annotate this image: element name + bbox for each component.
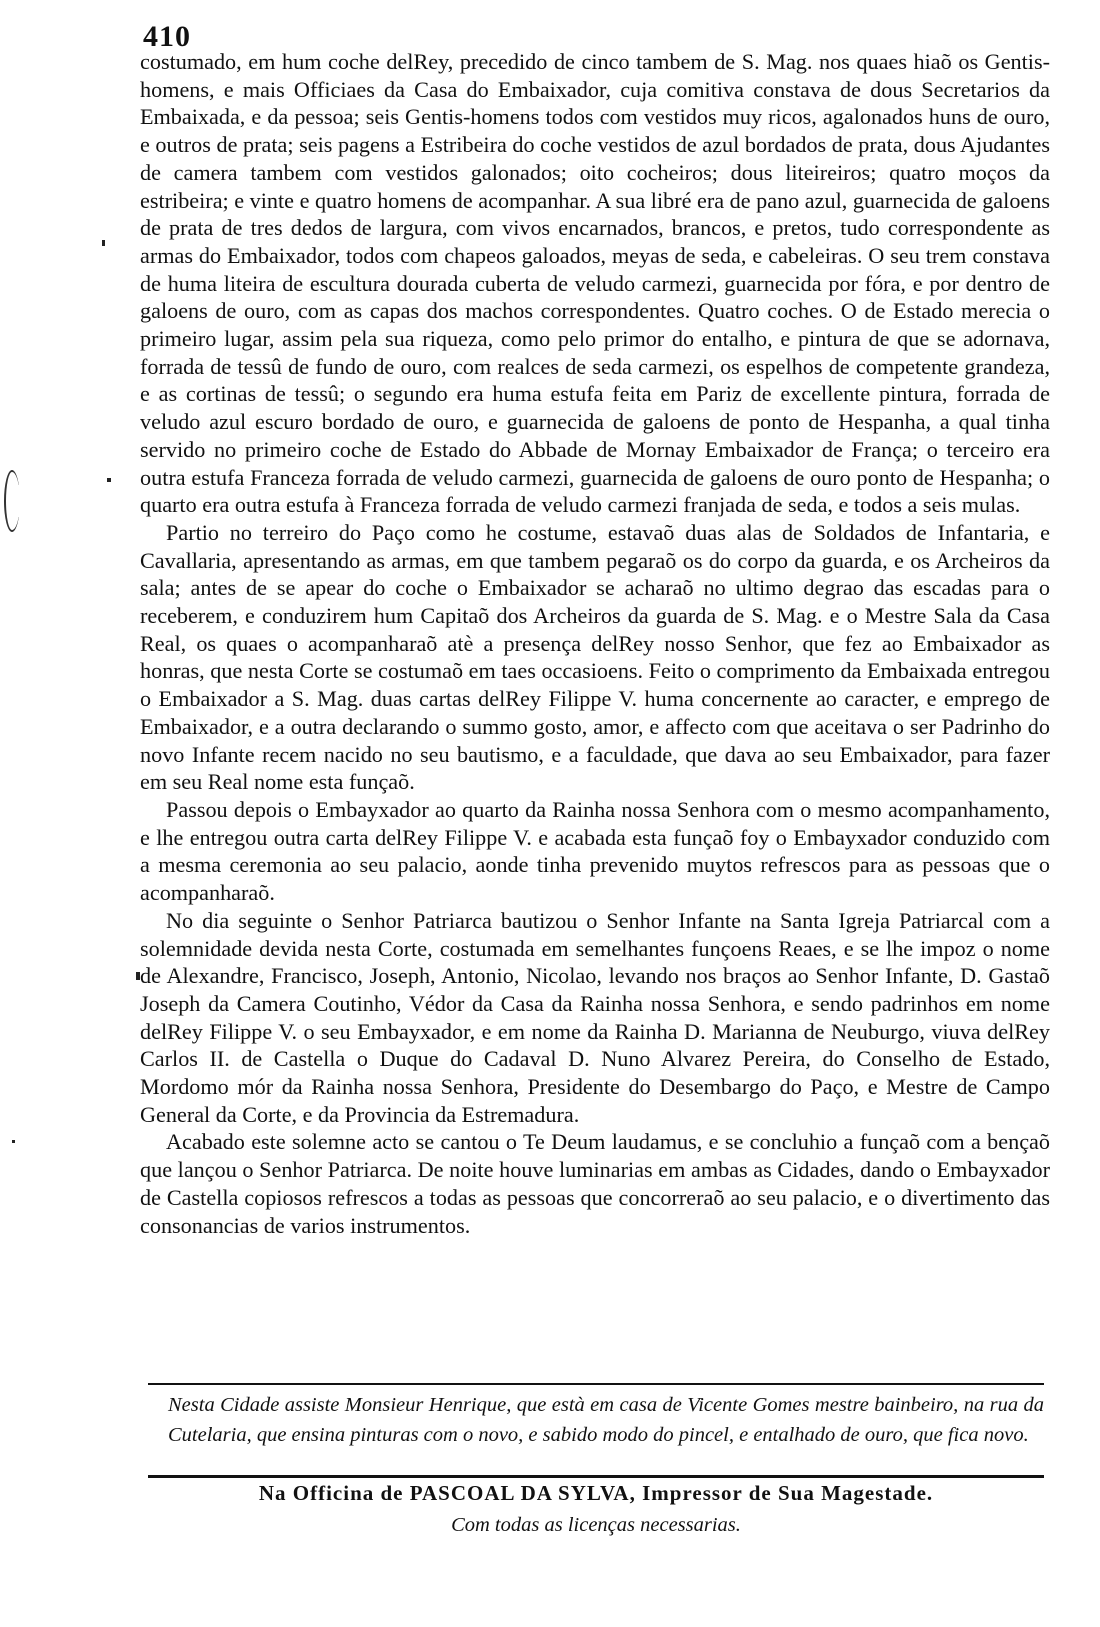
article-body — [140, 48, 1050, 1239]
body-paragraph: Passou depois o Embayxador ao quarto da Rainha nossa Senhora com o mesmo acompanhamento, e lhe entregou outra carta delRey Filippe V. e acabada esta funçaõ foy o Embayxador conduzido com a mesma ceremonia ao seu palacio, aonde tinha prevenido muytos refrescos para as pessoas que o acompanharaõ. — [140, 796, 1050, 906]
body-paragraph: Partio no terreiro do Paço como he costume, estavaõ duas alas de Soldados de Infantaria, e Cavallaria, apresentando as armas, em que tambem pegaraõ os do corpo da guarda, e os Archeiros da sala; antes de se apear do coche o Embaixador se acharaõ no ultimo degrao das escadas para o receberem, e conduzirem hum Capitaõ dos Archeiros da guarda de S. Mag. e o Mestre Sala da Casa Real, os quaes o acompanharaõ atè a presença delRey nosso Senhor, que fez ao Embaixador as honras, que nesta Corte se costumaõ em taes occasioens. Feito o comprimento da Embaixada entregou o Embaixador a S. Mag. duas cartas delRey Filippe V. huma concernente ao caracter, e emprego de Embaixador, e a outra declarando o summo gosto, amor, e affecto com que aceitava o ser Padrinho do novo Infante recem nacido no seu bautismo, e a faculdade, que dava ao seu Embaixador, para fazer em seu Real nome esta funçaõ. — [140, 519, 1050, 795]
advertisement-notice: Nesta Cidade assiste Monsieur Henrique, que està em casa de Vicente Gomes mestre bainbeiro, na rua da Cutelaria, que ensina pinturas com o novo, e sabido modo do pincel, e entalhado de ouro, que fica novo. — [168, 1394, 1044, 1446]
body-paragraph: costumado, em hum coche delRey, precedido de cinco tambem de S. Mag. nos quaes hiaõ os Gentis-homens, e mais Officiaes da Casa do Embaixador, cuja comitiva constava de dous Secretarios da Embaixada, e da pessoa; seis Gentis-homens todos com vestidos muy ricos, agalonados huns de ouro, e outros de prata; seis pagens a Estribeira do coche vestidos de azul bordados de prata, dous Ajudantes de camera tambem com vestidos galonados; oito cocheiros; dous liteireiros; quatro moços da estribeira; e vinte e quatro homens de acompanhar. A sua libré era de pano azul, guarnecida de galoens de prata de tres dedos de largura, com vivos encarnados, brancos, e pretos, tudo correspondente as armas do Embaixador, todos com chapeos galoados, meyas de seda, e cabeleiras. O seu trem constava de huma liteira de escultura dourada cuberta de veludo carmezi, guarnecida por fóra, e por dentro de galoens de ouro, com as capas dos machos correspondentes. Quatro coches. O de Estado merecia o primeiro lugar, assim pela sua riqueza, como pelo primor do entalho, e pintura de que se adornava, forrada de tessû de fundo de ouro, com realces de seda carmezi, os espelhos de competente grandeza, e as cortinas de tessû; o segundo era huma estufa feita em Pariz de excellente pintura, forrada de veludo azul escuro bordado de ouro, e guarnecida de galoens de ponto de Hespanha, a qual tinha servido no primeiro coche de Estado do Abbade de Mornay Embaixador de França; o terceiro era outra estufa Franceza forrada de veludo carmezi, guarnecida de galoens de ouro ponto de Hespanha; o quarto era outra estufa à Franceza forrada de veludo carmezi franjada de seda, e todos a seis mulas. — [140, 49, 1050, 518]
margin-mark — [102, 240, 105, 246]
body-paragraph: No dia seguinte o Senhor Patriarca bautizou o Senhor Infante na Santa Igreja Patriarcal com a solemnidade devida nesta Corte, costumada em semelhantes funçoens Reaes, e se lhe impoz o nome de Alexandre, Francisco, Joseph, Antonio, Nicolao, levando nos braços ao Senhor Infante, D. Gastaõ Joseph da Camera Coutinho, Védor da Casa da Rainha nossa Senhora, e sendo padrinhos em nome delRey Filippe V. o seu Embayxador, e em nome da Rainha D. Marianna de Neuburgo, viuva delRey Carlos II. de Castella o Duque do Cadaval D. Nuno Alvarez Pereira, do Conselho de Estado, Mordomo mór da Rainha nossa Senhora, Presidente do Desembargo do Paço, e Mestre de Campo General da Corte, e da Provincia da Estremadura. — [140, 907, 1050, 1127]
page-number: 410 — [143, 20, 191, 53]
body-paragraph: Acabado este solemne acto se cantou o Te Deum laudamus, e se concluhio a funçaõ com a bençaõ que lançou o Senhor Patriarca. De noite houve luminarias em ambas as Cidades, dando o Embayxador de Castella copiosos refrescos a todas as pessoas que concorreraõ ao seu palacio, e o divertimento das consonancias de varios instrumentos. — [140, 1129, 1050, 1238]
margin-mark — [107, 478, 111, 482]
notice-top-rule — [148, 1383, 1044, 1385]
margin-mark — [136, 972, 140, 980]
printer-imprint: Na Officina de PASCOAL DA SYLVA, Impressor de Sua Magestade. — [258, 1481, 934, 1505]
imprint-rule — [148, 1475, 1044, 1478]
margin-mark — [4, 470, 20, 532]
margin-mark — [12, 1140, 15, 1143]
license-line: Com todas as licenças necessarias. — [451, 1514, 741, 1536]
